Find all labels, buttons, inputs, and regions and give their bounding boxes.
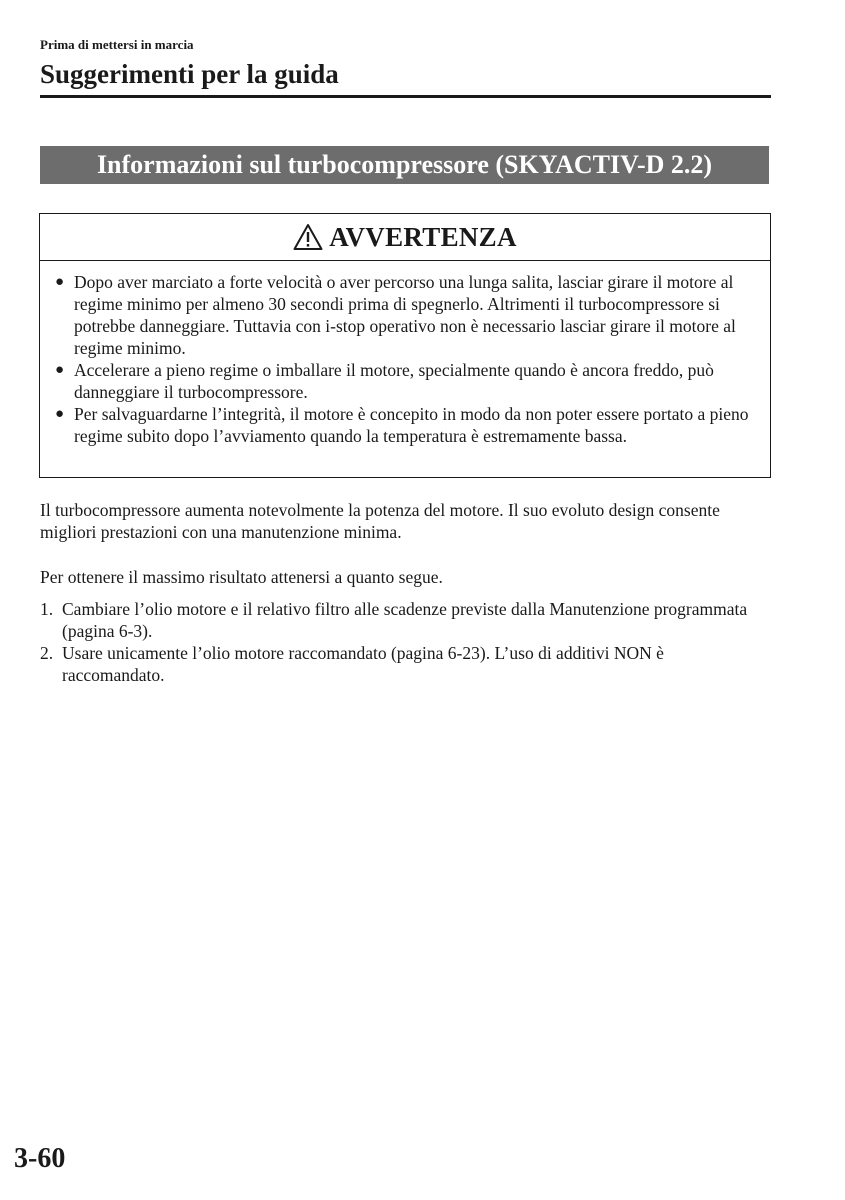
chapter-label: Prima di mettersi in marcia	[40, 37, 194, 52]
warning-item-text: Dopo aver marciato a forte velocità o aver percorso una lunga salita, lasciar girare il motore al regime minimo per almeno 30 secondi prima di spegnerlo. Altrimenti il turbocompressore si potrebbe danneggiare. Tuttavia con i-stop operativo non è necessario lasciar girare il motore al regime minimo.	[74, 272, 736, 358]
warning-box	[39, 213, 771, 478]
steps-list	[40, 598, 770, 686]
title-divider	[40, 95, 771, 98]
intro-paragraph: Il turbocompressore aumenta notevolmente la potenza del motore. Il suo evoluto design consente migliori prestazioni con una manutenzione minima.	[40, 500, 720, 542]
step-text: Cambiare l’olio motore e il relativo filtro alle scadenze previste dalla Manutenzione programmata (pagina 6-3).	[62, 599, 748, 641]
warning-list	[40, 261, 770, 447]
instructions-lead: Per ottenere il massimo risultato attenersi a quanto segue.	[40, 567, 443, 587]
bullet-icon: ●	[55, 406, 65, 422]
bullet-icon: ●	[55, 274, 65, 290]
page-number: 3-60	[14, 1143, 66, 1174]
warning-item-text: Accelerare a pieno regime o imballare il motore, specialmente quando è ancora freddo, può danneggiare il turbocompressore.	[74, 360, 714, 402]
warning-item	[52, 271, 758, 359]
warning-header	[40, 214, 770, 261]
section-heading: Informazioni sul turbocompressore (SKYACTIV-D 2.2)	[40, 146, 769, 184]
warning-triangle-icon	[293, 223, 323, 251]
step-number: 2.	[40, 643, 54, 663]
bullet-icon: ●	[55, 362, 65, 378]
page-title: Suggerimenti per la guida	[40, 59, 339, 89]
step-item	[40, 642, 770, 686]
step-text: Usare unicamente l’olio motore raccomandato (pagina 6-23). L’uso di additivi NON è raccomandato.	[62, 643, 664, 685]
warning-item	[52, 403, 758, 447]
warning-title: AVVERTENZA	[329, 221, 517, 252]
step-item	[40, 598, 770, 642]
warning-item-text: Per salvaguardarne l’integrità, il motore è concepito in modo da non poter essere portato a pieno regime subito dopo l’avviamento quando la temperatura è estremamente bassa.	[74, 404, 749, 446]
step-number: 1.	[40, 599, 54, 619]
warning-item	[52, 359, 758, 403]
